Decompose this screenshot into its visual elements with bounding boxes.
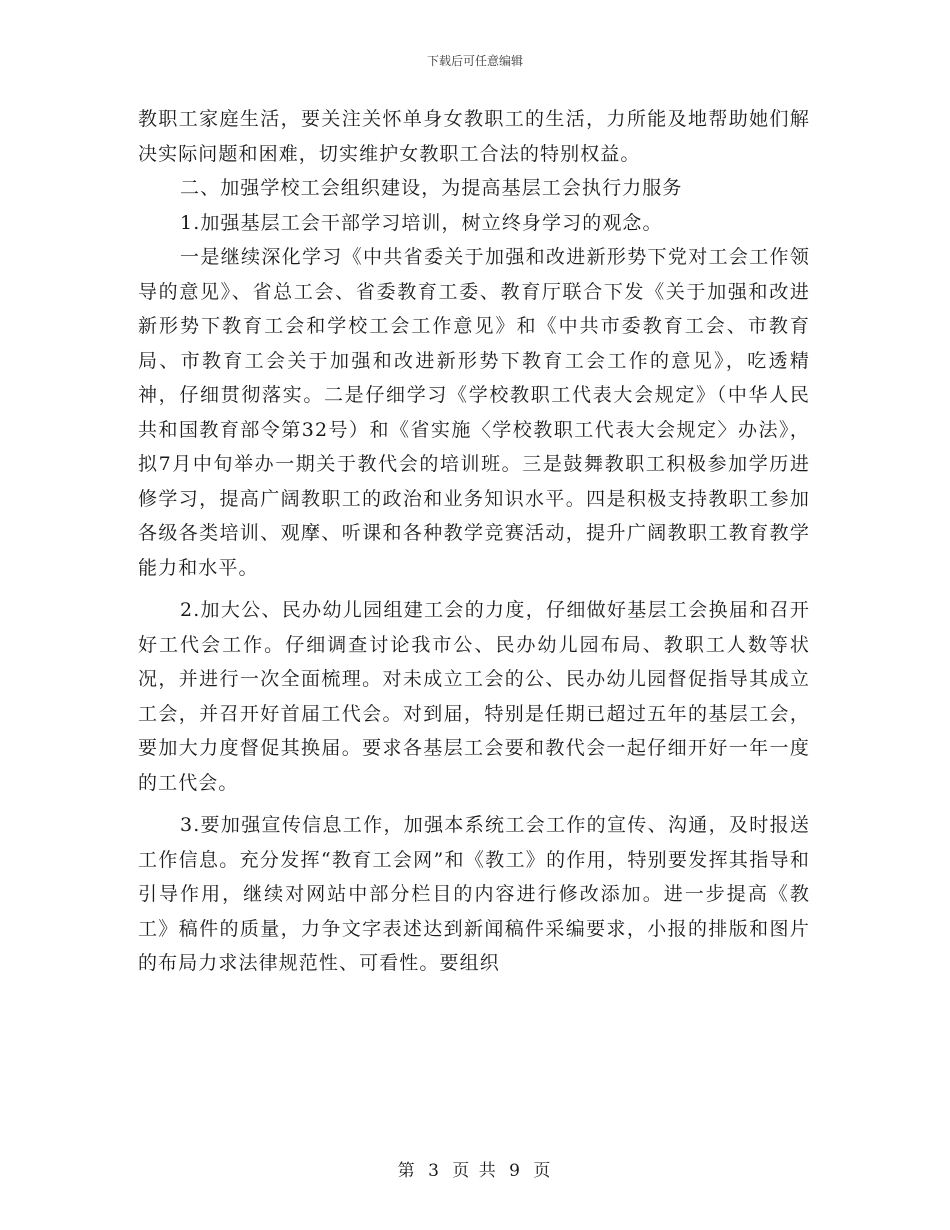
current-page-number: 3 bbox=[428, 1161, 441, 1181]
document-body bbox=[138, 102, 810, 981]
paragraph-publicity: 3.要加强宣传信息工作，加强本系统工会工作的宣传、沟通，及时报送工作信息。充分发挥“教育工会网”和《教工》的作用，特别要发挥其指导和引导作用，继续对网站中部分栏目的内容进行修改添加。进一步提高《教工》稿件的质量，力争文字表述达到新闻稿件采编要求，小报的排版和图片的布局力求法律规范性、可看性。要组织 bbox=[138, 814, 810, 974]
page-footer bbox=[0, 1156, 950, 1181]
subheading-1: 1.加强基层工会干部学习培训，树立终身学习的观念。 bbox=[180, 211, 663, 234]
footer-middle: 页 共 bbox=[452, 1161, 498, 1181]
total-page-number: 9 bbox=[509, 1161, 522, 1181]
paragraph-study-items: 一是继续深化学习《中共省委关于加强和改进新形势下党对工会工作领导的意见》、省总工会、省委教育工委、教育厅联合下发《关于加强和改进新形势下教育工会和学校工会工作意见》和《中共市委教育工会、市教育局、市教育工会关于加强和改进新形势下教育工会工作的意见》，吃透精神，仔细贯彻落实。二是仔细学习《学校教职工代表大会规定》（中华人民共和国教育部令第32号）和《省实施〈学校教职工代表大会规定〉办法》，拟7月中旬举办一期关于教代会的培训班。三是鼓舞教职工积极参加学历进修学习，提高广阔教职工的政治和业务知识水平。四是积极支持教职工参加各级各类培训、观摩、听课和各种教学竞赛活动，提升广阔教职工教育教学能力和水平。 bbox=[138, 246, 810, 579]
page-header: 下载后可任意编辑 bbox=[426, 54, 523, 68]
paragraph-kindergarten-union: 2.加大公、民办幼儿园组建工会的力度，仔细做好基层工会换届和召开好工代会工作。仔细调查讨论我市公、民办幼儿园布局、教职工人数等状况，并进行一次全面梳理。对未成立工会的公、民办幼儿园督促指导其成立工会，并召开好首届工代会。对到届，特别是任期已超过五年的基层工会，要加大力度督促其换届。要求各基层工会要和教代会一起仔细开好一年一度的工代会。 bbox=[138, 599, 810, 794]
paragraph-continuation: 教职工家庭生活，要关注关怀单身女教职工的生活，力所能及地帮助她们解决实际问题和困难，切实维护女教职工合法的特别权益。 bbox=[138, 108, 810, 165]
footer-prefix: 第 bbox=[397, 1161, 417, 1181]
section-heading: 二、加强学校工会组织建设，为提高基层工会执行力服务 bbox=[180, 177, 683, 199]
footer-suffix: 页 bbox=[533, 1161, 553, 1181]
